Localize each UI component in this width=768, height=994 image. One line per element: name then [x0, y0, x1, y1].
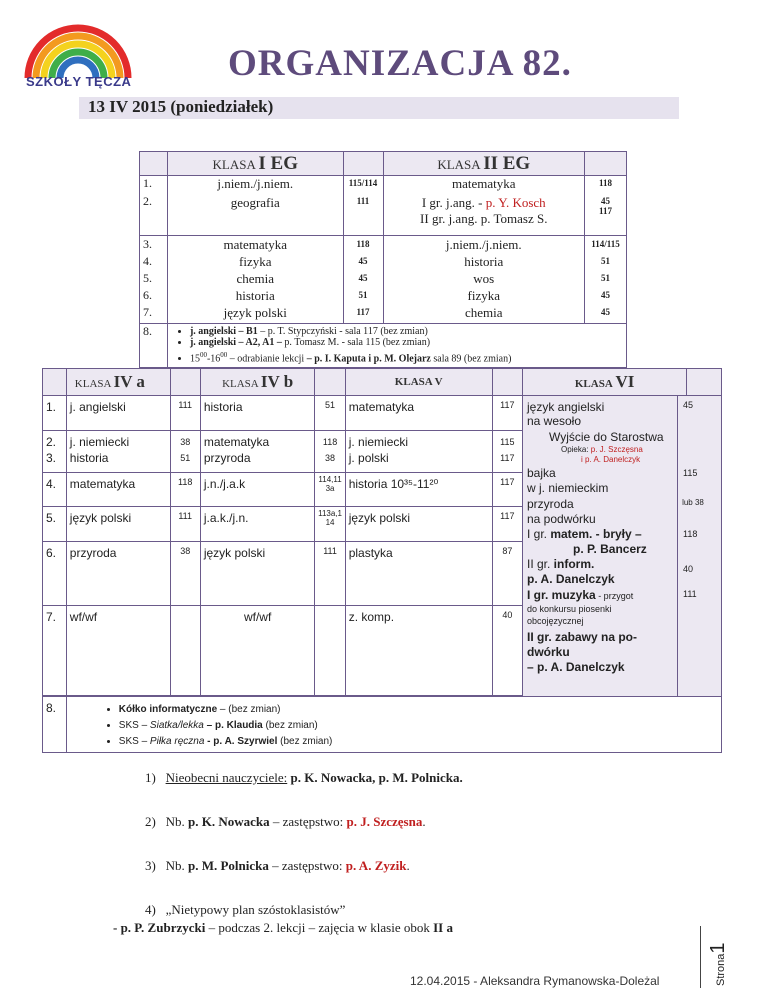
- table-row: 1. 2. j.niem./j.niem. geografia 115/114 111 matematyka I gr. j.ang. - p. Y. Kosch II gr. j.ang. p. Tomasz S. 118 45 117: [140, 176, 627, 236]
- list-item: • $15^{00}-16^{00}$ – odrabianie lekcji – p. I. Kaputa i p. M. Olejarz sala 89 (bez zmian): [190, 351, 626, 364]
- list-item: • j. angielski – A2, A1 – p. Tomasz M. - sala 115 (bez zmian): [190, 337, 626, 348]
- list-item: • Kółko informatyczne – (bez zmian): [119, 702, 721, 718]
- activities-notes: [66, 697, 721, 753]
- table-row: 3. 4. 5. 6. 7. matematyka fizyka chemia historia język polski 118 45 45 51 117 j.niem./j.niem. historia wos fizyka chemia 114/115 51 51 45 45: [140, 236, 627, 324]
- table-row: 5. język polski 111 j.a.k./j.n. 113a,1 14 język polski 117: [43, 507, 722, 542]
- page-label: Strona1: [707, 942, 729, 986]
- class-header-4b: KLASA IV b: [200, 369, 315, 396]
- class-header-2eg: KLASA II EG: [383, 152, 585, 176]
- table-row: 8. • Kółko informatyczne – (bez zmian) • SKS – Siatka/lekka – p. Klaudia (bez zmian) • SKS – Piłka ręczna - p. A. Szyrwiel (bez zmian): [43, 697, 722, 753]
- table-row: 2. 3. j. niemiecki historia 38 51 matematyka przyroda 118 38 j. niemiecki j. polski 115 117: [43, 430, 722, 472]
- schedule-table-lower: [42, 368, 722, 753]
- class-header-1eg: KLASA I EG: [167, 152, 343, 176]
- table-row: 1. j. angielski 111 historia 51 matematyka 117 język angielski 45 na wesoło Wyjście do Starostwa Opieka: p. J. Szczęsna i p. A. Danelczyk bajka 115 w j. niemieckim przyroda lub 38 na podwórku I gr. matem. - bryły – 118 p. P. Bancerz II gr. inform. 40 p. A. Danelczyk I gr. muzyka - przygot 111 do konkursu piosenki obcojęzycznej II gr. zabawy na po- dwórku – p. A. Danelczyk: [43, 396, 722, 431]
- note-2: 2) Nb. p. K. Nowacka – zastępstwo: p. J. Szczęsna.: [145, 814, 426, 829]
- list-item: • SKS – Siatka/lekka – p. Klaudia (bez zmian): [119, 718, 721, 734]
- class-header-5: KLASA V: [345, 369, 492, 396]
- note-3: 3) Nb. p. M. Polnicka – zastępstwo: p. A. Zyzik.: [145, 858, 410, 873]
- notes-cell: [167, 324, 626, 368]
- list-item: • SKS – Piłka ręczna - p. A. Szyrwiel (bez zmian): [119, 734, 721, 750]
- note-4: 4) „Nietypowy plan szóstoklasistów”: [145, 902, 346, 917]
- footer-author: 12.04.2015 - Aleksandra Rymanowska-Doleżal: [410, 974, 660, 988]
- logo-text: SZKOŁY TĘCZA: [26, 74, 132, 89]
- class-6-schedule: język angielski 45 na wesoło Wyjście do Starostwa Opieka: p. J. Szczęsna i p. A. Danelczyk bajka 115 w j. niemieckim przyroda lub 38 na podwórku I gr. matem. - bryły – 118 p. P. Bancerz II gr. inform. 40 p. A. Danelczyk I gr. muzyka - przygot 111 do konkursu piosenki obcojęzycznej II gr. zabawy na po- dwórku – p. A. Danelczyk: [522, 396, 721, 697]
- note-1: 1) Nieobecni nauczyciele: p. K. Nowacka, p. M. Polnicka.: [145, 770, 463, 785]
- schedule-table-upper: [139, 151, 627, 368]
- table-row: 8. • j. angielski – B1 – p. T. Stypczyński - sala 117 (bez zmian) • j. angielski – A2, A1 – p. Tomasz M. - sala 115 (bez zmian) • $15^{00}-16^{00}$ – odrabianie lekcji – p. I. Kaputa i p. M. Olejarz sala 89 (bez zmian): [140, 324, 627, 368]
- table-row: 7. wf/wf wf/wf z. komp. 40: [43, 606, 722, 696]
- note-4-detail: - p. P. Zubrzycki – podczas 2. lekcji – zajęcia w klasie obok II a: [113, 920, 453, 935]
- date-heading: 13 IV 2015 (poniedziałek): [88, 97, 274, 116]
- class-header-4a: KLASA IV a: [66, 369, 170, 396]
- page-divider: [700, 926, 701, 988]
- class-header-6: KLASA VI: [522, 369, 686, 396]
- page-title: ORGANIZACJA 82.: [228, 43, 572, 84]
- list-item: • j. angielski – B1 – p. T. Stypczyński - sala 117 (bez zmian): [190, 326, 626, 337]
- corner-cell: [140, 152, 168, 176]
- table-row: 6. przyroda 38 język polski 111 plastyka 87: [43, 541, 722, 606]
- table-row: 4. matematyka 118 j.n./j.a.k 114,11 3a historia 10³⁵-11²⁰ 117: [43, 472, 722, 507]
